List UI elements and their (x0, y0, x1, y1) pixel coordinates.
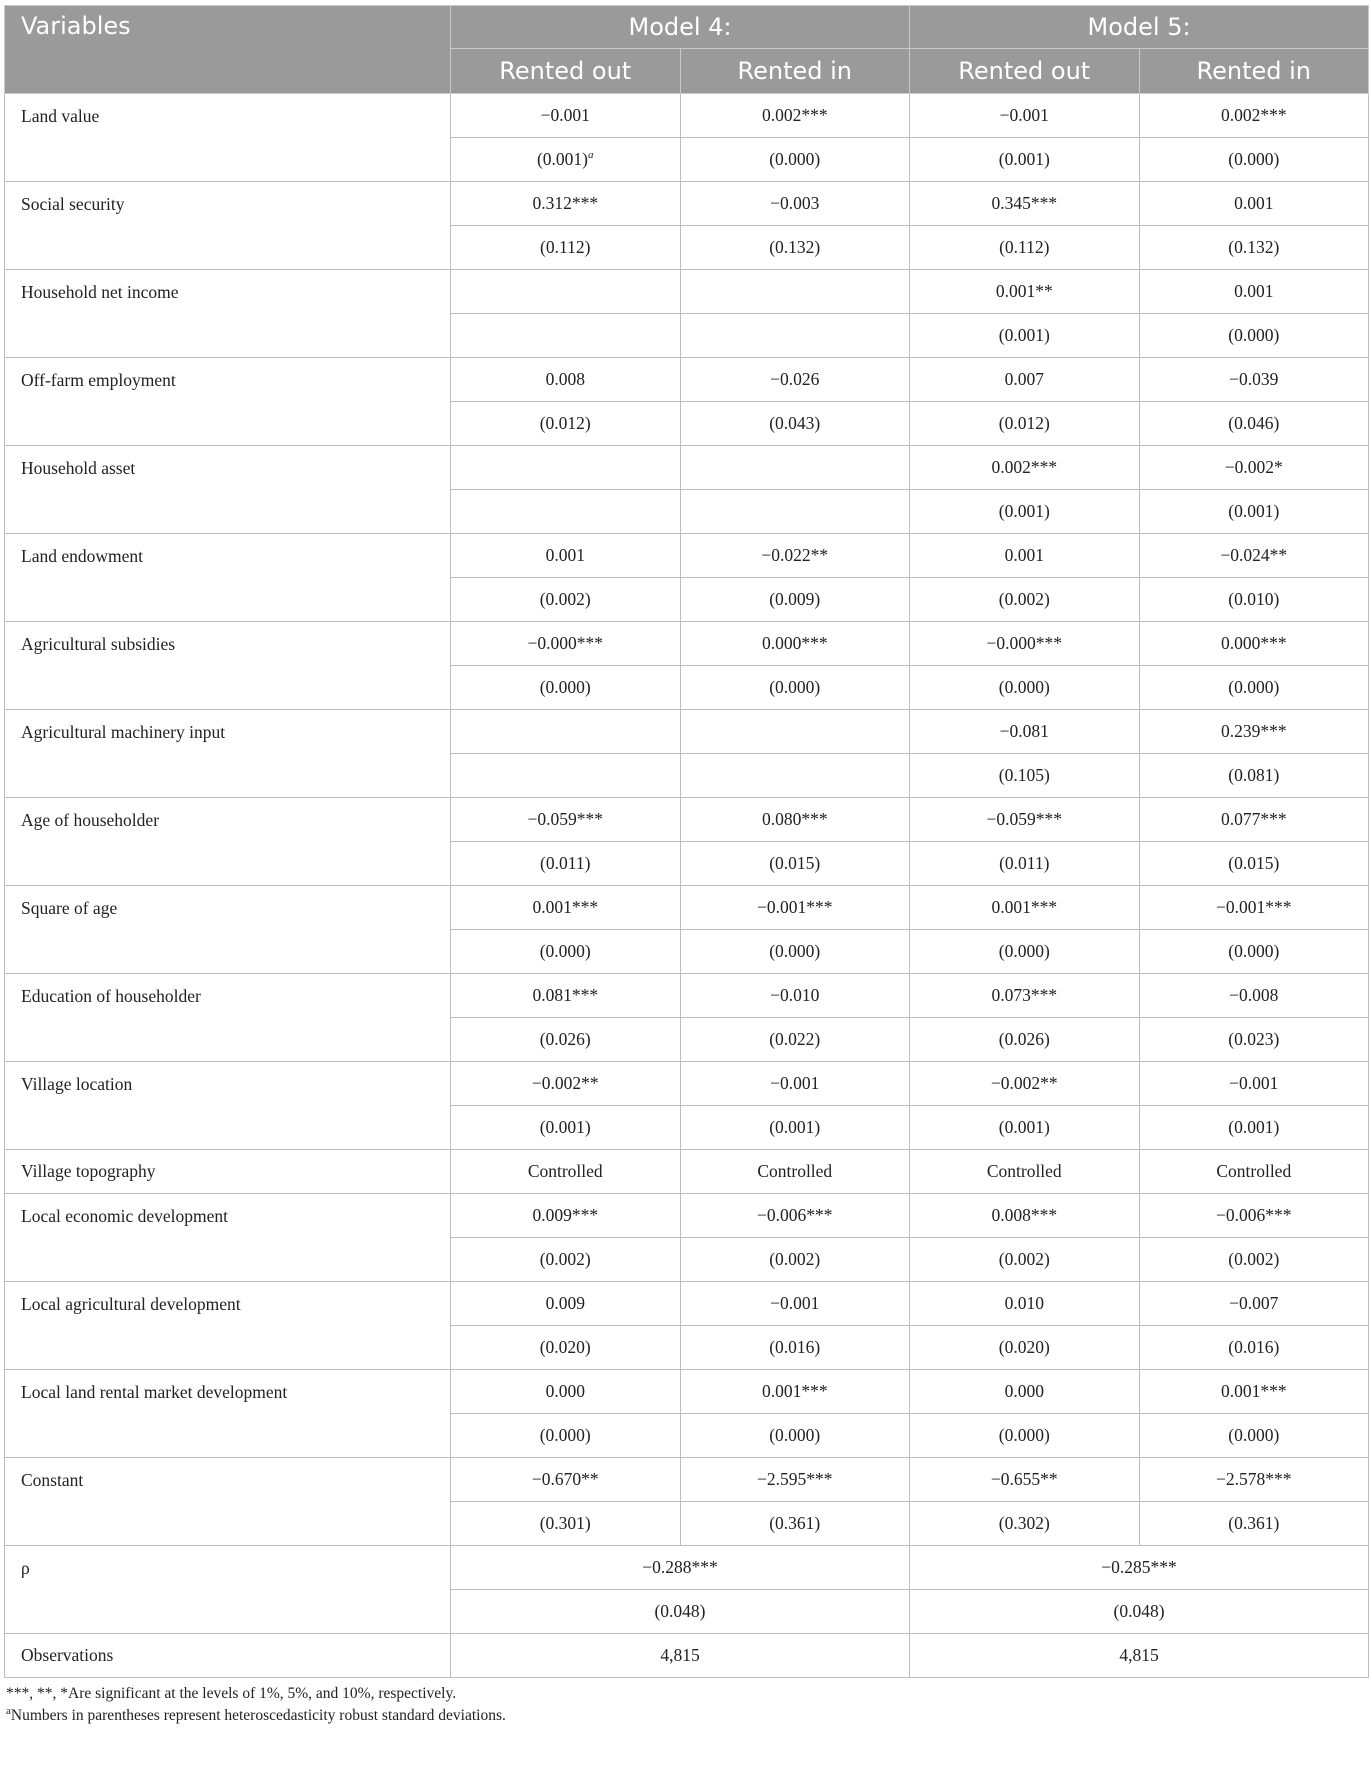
std-error-value: (0.026) (998, 1029, 1050, 1049)
std-error-cell (680, 1414, 910, 1458)
variable-label: Local economic development (5, 1194, 451, 1282)
table-row-coef (5, 94, 1369, 138)
table-row-coef (5, 798, 1369, 842)
coefficient-cell: 0.002*** (1139, 94, 1369, 138)
table-row-coef (5, 1370, 1369, 1414)
rho-coefficient-cell: −0.285*** (910, 1546, 1369, 1590)
std-error-cell (680, 1106, 910, 1150)
coefficient-cell: 0.000 (910, 1370, 1140, 1414)
coefficient-cell: −0.002** (451, 1062, 681, 1106)
std-error-value: (0.020) (998, 1337, 1050, 1357)
std-error-value: (0.000) (998, 677, 1050, 697)
coefficient-cell: −0.655** (910, 1458, 1140, 1502)
footnote-text: Numbers in parentheses represent heteroscedasticity robust standard deviations. (10, 1707, 506, 1724)
coefficient-cell: 0.002*** (680, 94, 910, 138)
std-error-cell (910, 226, 1140, 270)
std-error-value: (0.000) (769, 149, 821, 169)
coefficient-cell: 0.001 (1139, 270, 1369, 314)
std-error-cell (680, 314, 910, 358)
header-model4-rented-in: Rented in (680, 49, 910, 94)
variable-label: Observations (5, 1634, 451, 1678)
variable-label: Off-farm employment (5, 358, 451, 446)
std-error-value: (0.012) (539, 413, 591, 433)
rho-coefficient-cell: −0.288*** (451, 1546, 910, 1590)
coefficient-cell (451, 270, 681, 314)
table-row-coef (5, 1282, 1369, 1326)
std-error-value: (0.112) (540, 237, 591, 257)
std-error-value: (0.015) (1228, 853, 1280, 873)
std-error-cell (1139, 754, 1369, 798)
variable-label: Household net income (5, 270, 451, 358)
table-notes (4, 1683, 1368, 1727)
coefficient-cell: 0.000 (451, 1370, 681, 1414)
coefficient-cell: −0.007 (1139, 1282, 1369, 1326)
coefficient-cell: −0.006*** (1139, 1194, 1369, 1238)
std-error-cell (1139, 1502, 1369, 1546)
std-error-value: (0.046) (1228, 413, 1280, 433)
std-error-cell (910, 1018, 1140, 1062)
std-error-cell (1139, 314, 1369, 358)
std-error-cell (680, 490, 910, 534)
coefficient-cell: 0.007 (910, 358, 1140, 402)
coefficient-cell: −0.059*** (451, 798, 681, 842)
std-error-cell (910, 490, 1140, 534)
std-error-cell (451, 930, 681, 974)
std-error-cell (1139, 226, 1369, 270)
coefficient-cell: 0.239*** (1139, 710, 1369, 754)
std-error-cell (910, 666, 1140, 710)
std-error-cell (1139, 490, 1369, 534)
std-error-value: (0.000) (998, 941, 1050, 961)
rho-std-error-cell: (0.048) (451, 1590, 910, 1634)
std-error-cell (680, 666, 910, 710)
table-row-coef (5, 446, 1369, 490)
table-row-rho-coef (5, 1546, 1369, 1590)
coefficient-cell: 0.345*** (910, 182, 1140, 226)
std-error-cell (680, 930, 910, 974)
std-error-value: (0.001) (998, 149, 1050, 169)
std-error-cell (1139, 930, 1369, 974)
std-error-cell (451, 1106, 681, 1150)
std-error-cell (910, 754, 1140, 798)
std-error-value: (0.000) (1228, 149, 1280, 169)
std-error-value: (0.105) (998, 765, 1050, 785)
std-error-value: (0.001) (536, 149, 589, 169)
table-row-coef (5, 1458, 1369, 1502)
coefficient-cell: −0.059*** (910, 798, 1140, 842)
coefficient-cell: 0.008*** (910, 1194, 1140, 1238)
header-variables: Variables (5, 6, 451, 94)
coefficient-cell: −2.578*** (1139, 1458, 1369, 1502)
std-error-value: (0.043) (769, 413, 821, 433)
coefficient-cell: −0.081 (910, 710, 1140, 754)
coefficient-cell: 0.073*** (910, 974, 1140, 1018)
std-error-value: (0.012) (998, 413, 1050, 433)
std-error-cell (451, 1018, 681, 1062)
variable-label: Village location (5, 1062, 451, 1150)
variable-label: Land value (5, 94, 451, 182)
std-error-cell (910, 1502, 1140, 1546)
std-error-value: (0.000) (539, 1425, 591, 1445)
variable-label: Local land rental market development (5, 1370, 451, 1458)
std-error-cell (680, 402, 910, 446)
std-error-cell (451, 754, 681, 798)
std-error-value: (0.001) (998, 325, 1050, 345)
table-row-coef (5, 534, 1369, 578)
std-error-value: (0.026) (539, 1029, 591, 1049)
std-error-value: (0.000) (769, 1425, 821, 1445)
std-error-value: (0.000) (998, 1425, 1050, 1445)
coefficient-cell: −0.001*** (680, 886, 910, 930)
coefficient-cell: 0.009 (451, 1282, 681, 1326)
std-error-cell (451, 578, 681, 622)
coefficient-cell: −0.003 (680, 182, 910, 226)
table-row-coef (5, 1062, 1369, 1106)
std-error-value: (0.302) (998, 1513, 1050, 1533)
coefficient-cell: −0.001 (910, 94, 1140, 138)
coefficient-cell: 0.010 (910, 1282, 1140, 1326)
coefficient-cell: 0.008 (451, 358, 681, 402)
std-error-value: (0.000) (1228, 1425, 1280, 1445)
coefficient-cell: 0.081*** (451, 974, 681, 1018)
table-row-observations (5, 1634, 1369, 1678)
std-error-cell (910, 138, 1140, 182)
controlled-cell: Controlled (680, 1150, 910, 1194)
coefficient-cell: −0.026 (680, 358, 910, 402)
std-error-cell (451, 1502, 681, 1546)
significance-note: ***, **, *Are significant at the levels of 1%, 5%, and 10%, respectively. (6, 1685, 457, 1702)
coefficient-cell: 0.001*** (910, 886, 1140, 930)
coefficient-cell: −0.001 (680, 1282, 910, 1326)
std-error-value: (0.000) (1228, 941, 1280, 961)
std-error-cell (680, 754, 910, 798)
std-error-cell (910, 314, 1140, 358)
variable-label: Social security (5, 182, 451, 270)
std-error-value: (0.009) (769, 589, 821, 609)
coefficient-cell: 0.001** (910, 270, 1140, 314)
std-error-value: (0.002) (1228, 1249, 1280, 1269)
std-error-cell (680, 138, 910, 182)
std-error-cell (1139, 402, 1369, 446)
coefficient-cell: −0.039 (1139, 358, 1369, 402)
std-error-cell (451, 138, 681, 182)
std-error-value: (0.020) (539, 1337, 591, 1357)
coefficient-cell: 0.080*** (680, 798, 910, 842)
std-error-value: (0.010) (1228, 589, 1280, 609)
std-error-cell (910, 930, 1140, 974)
std-error-value: (0.000) (1228, 325, 1280, 345)
std-error-cell (910, 402, 1140, 446)
std-error-cell (1139, 1238, 1369, 1282)
std-error-cell (1139, 1414, 1369, 1458)
coefficient-cell: 0.001 (451, 534, 681, 578)
coefficient-cell: 0.001*** (1139, 1370, 1369, 1414)
coefficient-cell (680, 270, 910, 314)
coefficient-cell: −0.002* (1139, 446, 1369, 490)
std-error-cell (451, 1414, 681, 1458)
std-error-value: (0.015) (769, 853, 821, 873)
coefficient-cell: 0.009*** (451, 1194, 681, 1238)
std-error-cell (910, 1238, 1140, 1282)
std-error-value: (0.001) (998, 1117, 1050, 1137)
controlled-cell: Controlled (1139, 1150, 1369, 1194)
table-row-topography (5, 1150, 1369, 1194)
std-error-value: (0.361) (1228, 1513, 1280, 1533)
table-row-coef (5, 1194, 1369, 1238)
coefficient-cell: −0.001 (451, 94, 681, 138)
std-error-value: (0.011) (999, 853, 1050, 873)
std-error-cell (451, 226, 681, 270)
variable-label: Square of age (5, 886, 451, 974)
coefficient-cell (451, 446, 681, 490)
std-error-value: (0.016) (1228, 1337, 1280, 1357)
coefficient-cell: 0.312*** (451, 182, 681, 226)
header-model-4: Model 4: (451, 6, 910, 49)
std-error-cell (910, 1106, 1140, 1150)
coefficient-cell: 0.001 (910, 534, 1140, 578)
std-error-cell (1139, 138, 1369, 182)
std-error-cell (680, 1238, 910, 1282)
coefficient-cell (680, 446, 910, 490)
table-body (5, 94, 1369, 1678)
std-error-value: (0.002) (998, 1249, 1050, 1269)
coefficient-cell: −0.000*** (451, 622, 681, 666)
std-error-cell (451, 666, 681, 710)
variable-label: Age of householder (5, 798, 451, 886)
observations-cell: 4,815 (451, 1634, 910, 1678)
std-error-cell (1139, 666, 1369, 710)
std-error-value: (0.002) (769, 1249, 821, 1269)
coefficient-cell: 0.001*** (680, 1370, 910, 1414)
table-row-coef (5, 710, 1369, 754)
std-error-cell (680, 1018, 910, 1062)
variable-label: Agricultural subsidies (5, 622, 451, 710)
table-row-coef (5, 622, 1369, 666)
coefficient-cell: −0.024** (1139, 534, 1369, 578)
std-error-value: (0.001) (998, 501, 1050, 521)
std-error-value: (0.022) (769, 1029, 821, 1049)
std-error-cell (910, 578, 1140, 622)
std-error-cell (1139, 1326, 1369, 1370)
variable-label: Constant (5, 1458, 451, 1546)
table-row-coef (5, 886, 1369, 930)
std-error-cell (1139, 1106, 1369, 1150)
coefficient-cell: −0.010 (680, 974, 910, 1018)
coefficient-cell (680, 710, 910, 754)
coefficient-cell: −0.001 (1139, 1062, 1369, 1106)
header-model5-rented-in: Rented in (1139, 49, 1369, 94)
std-error-value: (0.002) (539, 589, 591, 609)
std-error-cell (451, 314, 681, 358)
header-model4-rented-out: Rented out (451, 49, 681, 94)
std-error-value: (0.000) (539, 677, 591, 697)
variable-label: ρ (5, 1546, 451, 1634)
footnote-marker: a (6, 1704, 11, 1717)
std-error-value: (0.001) (539, 1117, 591, 1137)
variable-label: Land endowment (5, 534, 451, 622)
std-error-cell (451, 1326, 681, 1370)
coefficient-cell: −0.006*** (680, 1194, 910, 1238)
std-error-value: (0.112) (999, 237, 1050, 257)
header-model-5: Model 5: (910, 6, 1369, 49)
std-error-value: (0.361) (769, 1513, 821, 1533)
variable-label: Village topography (5, 1150, 451, 1194)
coefficient-cell: −0.008 (1139, 974, 1369, 1018)
std-error-value: (0.301) (539, 1513, 591, 1533)
controlled-cell: Controlled (451, 1150, 681, 1194)
coefficient-cell: −0.000*** (910, 622, 1140, 666)
std-error-value: (0.132) (1228, 237, 1280, 257)
std-error-value: (0.016) (769, 1337, 821, 1357)
variable-label: Local agricultural development (5, 1282, 451, 1370)
variable-label: Household asset (5, 446, 451, 534)
std-error-cell (451, 490, 681, 534)
coefficient-cell: −0.001 (680, 1062, 910, 1106)
std-error-cell (680, 578, 910, 622)
footnote-a (6, 1705, 1368, 1727)
std-error-cell (680, 842, 910, 886)
std-error-value: (0.000) (769, 677, 821, 697)
std-error-cell (1139, 578, 1369, 622)
std-error-cell (910, 1326, 1140, 1370)
std-error-value: (0.023) (1228, 1029, 1280, 1049)
coefficient-cell: 0.002*** (910, 446, 1140, 490)
std-error-cell (451, 402, 681, 446)
variable-label: Agricultural machinery input (5, 710, 451, 798)
std-error-value: (0.002) (539, 1249, 591, 1269)
coefficient-cell: −0.001*** (1139, 886, 1369, 930)
footnote-marker: a (588, 149, 594, 162)
controlled-cell: Controlled (910, 1150, 1140, 1194)
coefficient-cell: −0.022** (680, 534, 910, 578)
std-error-cell (910, 842, 1140, 886)
std-error-value: (0.001) (769, 1117, 821, 1137)
observations-cell: 4,815 (910, 1634, 1369, 1678)
std-error-value: (0.081) (1228, 765, 1280, 785)
coefficient-cell: −0.002** (910, 1062, 1140, 1106)
coefficient-cell (451, 710, 681, 754)
regression-table-figure (4, 5, 1368, 1727)
std-error-value: (0.000) (539, 941, 591, 961)
rho-std-error-cell: (0.048) (910, 1590, 1369, 1634)
std-error-cell (680, 1502, 910, 1546)
std-error-cell (451, 1238, 681, 1282)
table-row-coef (5, 974, 1369, 1018)
coefficient-cell: 0.000*** (1139, 622, 1369, 666)
regression-table (4, 5, 1369, 1678)
coefficient-cell: 0.001 (1139, 182, 1369, 226)
table-row-coef (5, 182, 1369, 226)
std-error-cell (1139, 842, 1369, 886)
std-error-cell (680, 1326, 910, 1370)
std-error-value: (0.000) (1228, 677, 1280, 697)
std-error-value: (0.011) (540, 853, 591, 873)
coefficient-cell: 0.000*** (680, 622, 910, 666)
coefficient-cell: −2.595*** (680, 1458, 910, 1502)
std-error-value: (0.000) (769, 941, 821, 961)
coefficient-cell: −0.670** (451, 1458, 681, 1502)
table-row-coef (5, 358, 1369, 402)
std-error-value: (0.002) (998, 589, 1050, 609)
std-error-cell (680, 226, 910, 270)
std-error-cell (1139, 1018, 1369, 1062)
std-error-value: (0.132) (769, 237, 821, 257)
variable-label: Education of householder (5, 974, 451, 1062)
header-row-models (5, 6, 1369, 49)
header-model5-rented-out: Rented out (910, 49, 1140, 94)
std-error-value: (0.001) (1228, 501, 1280, 521)
table-row-coef (5, 270, 1369, 314)
coefficient-cell: 0.001*** (451, 886, 681, 930)
std-error-cell (451, 842, 681, 886)
coefficient-cell: 0.077*** (1139, 798, 1369, 842)
std-error-cell (910, 1414, 1140, 1458)
std-error-value: (0.001) (1228, 1117, 1280, 1137)
table-header (5, 6, 1369, 94)
